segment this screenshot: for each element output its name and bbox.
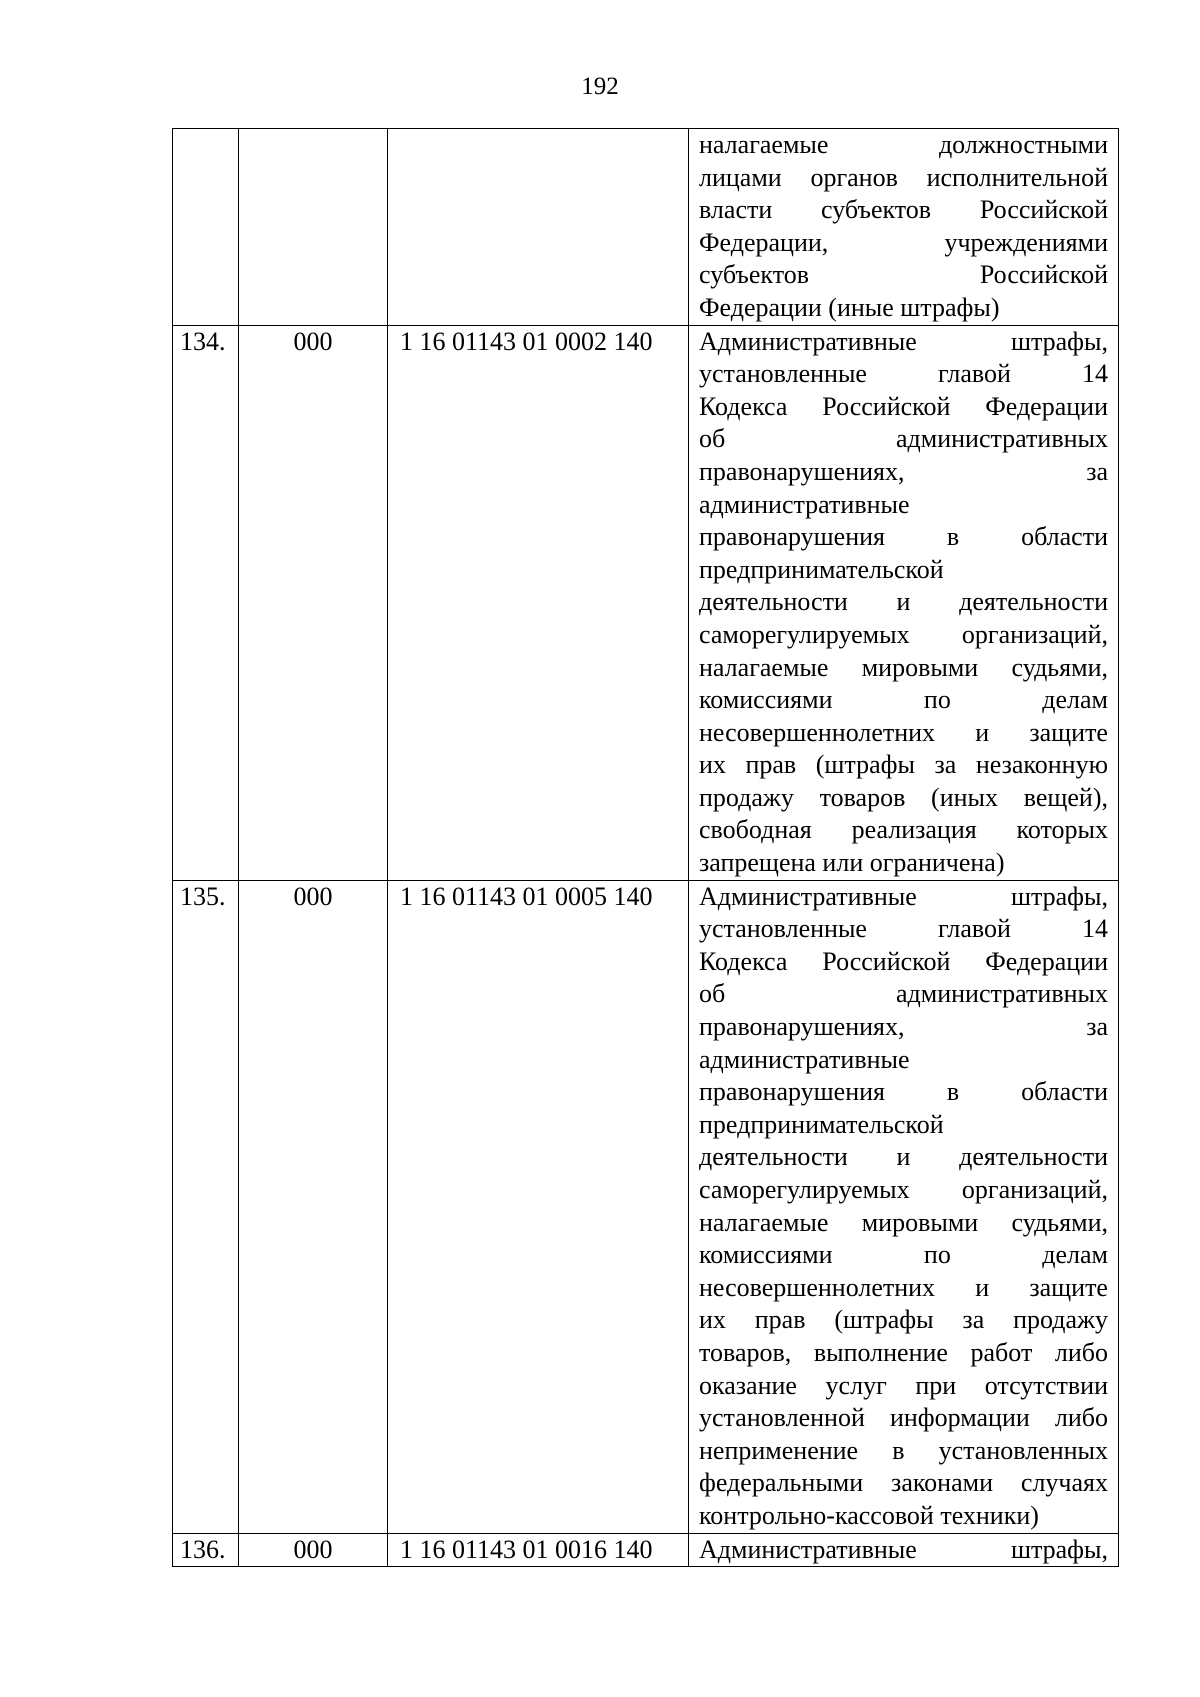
admin-code-cell: 000 [239, 325, 388, 880]
budget-classification-code-cell: 1 16 01143 01 0016 140 [388, 1533, 689, 1567]
table-row [173, 1533, 1119, 1567]
budget-codes-table [172, 128, 1119, 1567]
description-line: оказание услуг при отсутствии [699, 1370, 1108, 1400]
description-line: предпринимательской [699, 1109, 944, 1139]
description-line: лицами органов исполнительной [699, 162, 1108, 192]
description-line: установленные главой 14 [699, 359, 1108, 389]
admin-code-cell: 000 [239, 1533, 388, 1567]
description-line: налагаемые мировыми судьями, [699, 1207, 1108, 1237]
income-description-cell [689, 1533, 1119, 1567]
table-row [173, 880, 1119, 1533]
description-line: Административные штрафы, [699, 881, 1108, 911]
description-line: контрольно-кассовой техники) [699, 1500, 1039, 1530]
description-line: Административные штрафы, [699, 326, 1108, 356]
description-line: Административные штрафы, [699, 1534, 1108, 1564]
description-line: правонарушениях, за [699, 456, 1108, 486]
income-description-cell [689, 880, 1119, 1533]
description-line: товаров, выполнение работ либо [699, 1337, 1108, 1367]
budget-classification-code-cell [388, 129, 689, 326]
row-number-cell: 134. [173, 325, 239, 880]
description-line: об административных [699, 424, 1108, 454]
description-line: комиссиями по делам [699, 685, 1108, 715]
description-line: административные [699, 489, 910, 519]
description-line: Федерации (иные штрафы) [699, 292, 1000, 322]
table-row [173, 325, 1119, 880]
description-line: запрещена или ограничена) [699, 848, 1005, 878]
description-line: установленной информации либо [699, 1403, 1108, 1433]
admin-code-cell [239, 129, 388, 326]
description-line: административные [699, 1044, 910, 1074]
description-line: Кодекса Российской Федерации [699, 391, 1108, 421]
description-line: свободная реализация которых [699, 815, 1108, 845]
description-line: деятельности и деятельности [699, 587, 1108, 617]
row-number-cell: 135. [173, 880, 239, 1533]
description-line: установленные главой 14 [699, 914, 1108, 944]
income-description-cell [689, 129, 1119, 326]
description-line: саморегулируемых организаций, [699, 619, 1108, 649]
page-number: 192 [581, 73, 619, 100]
description-line: их прав (штрафы за продажу [699, 1305, 1108, 1335]
description-line: налагаемые должностными [699, 130, 1108, 159]
description-line: Кодекса Российской Федерации [699, 946, 1108, 976]
budget-classification-code-cell: 1 16 01143 01 0002 140 [388, 325, 689, 880]
description-line: правонарушениях, за [699, 1012, 1108, 1042]
description-line: Федерации, учреждениями [699, 227, 1108, 257]
table-row [173, 129, 1119, 326]
row-number-cell [173, 129, 239, 326]
income-description-cell [689, 325, 1119, 880]
description-line: об административных [699, 979, 1108, 1009]
description-line: власти субъектов Российской [699, 195, 1108, 225]
admin-code-cell: 000 [239, 880, 388, 1533]
description-line: субъектов Российской [699, 260, 1108, 290]
description-line: несовершеннолетних и защите [699, 1272, 1108, 1302]
description-line: федеральными законами случаях [699, 1468, 1108, 1498]
description-line: их прав (штрафы за незаконную [699, 750, 1108, 780]
description-line: предпринимательской [699, 554, 944, 584]
row-number-cell: 136. [173, 1533, 239, 1567]
description-line: комиссиями по делам [699, 1240, 1108, 1270]
description-line: налагаемые мировыми судьями, [699, 652, 1108, 682]
budget-classification-code-cell: 1 16 01143 01 0005 140 [388, 880, 689, 1533]
description-line: правонарушения в области [699, 522, 1108, 552]
description-line: правонарушения в области [699, 1077, 1108, 1107]
description-line: несовершеннолетних и защите [699, 717, 1108, 747]
table-body [173, 129, 1119, 1567]
description-line: деятельности и деятельности [699, 1142, 1108, 1172]
description-line: саморегулируемых организаций, [699, 1175, 1108, 1204]
description-line: неприменение в установленных [699, 1435, 1108, 1465]
description-line: продажу товаров (иных вещей), [699, 782, 1108, 812]
